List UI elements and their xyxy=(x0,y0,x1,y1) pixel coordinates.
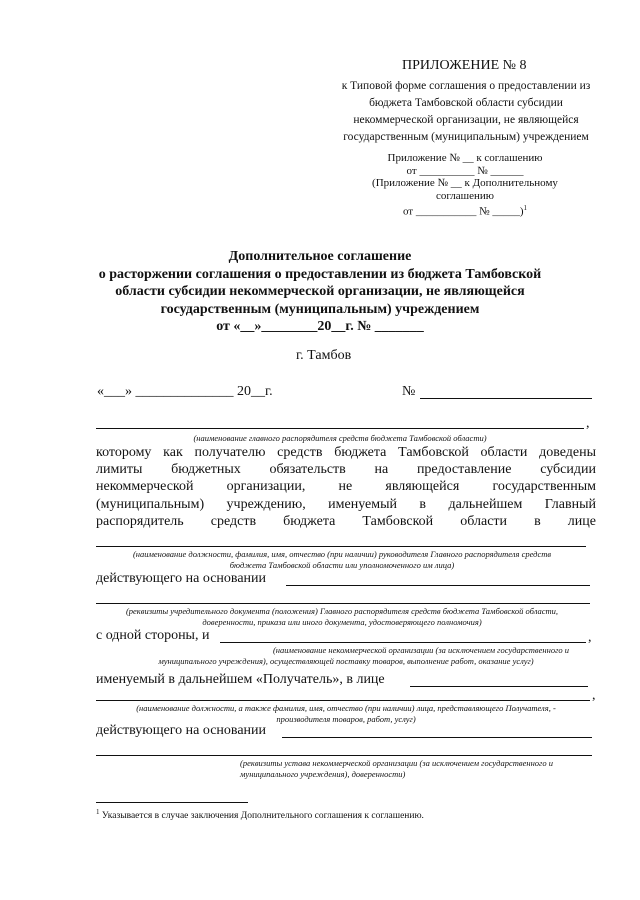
appendix-line: государственным (муниципальным) учреждением xyxy=(343,131,589,143)
ref-line: (Приложение № __ к Дополнительному xyxy=(372,177,558,189)
receiver-label: именуемый в дальнейшем «Получатель», в лице xyxy=(96,672,385,687)
footnote xyxy=(96,806,424,822)
acting-basis-field-2[interactable] xyxy=(96,603,590,604)
appendix-line: бюджета Тамбовской области субсидии xyxy=(369,97,563,109)
appendix-description xyxy=(330,78,602,146)
paragraph-line: некоммерческой организации, не являющейся государственным xyxy=(96,479,596,495)
one-side-label: с одной стороны, и xyxy=(96,628,210,643)
title-line: государственным (муниципальным) учреждением xyxy=(160,301,480,317)
paragraph-line: (муниципальным) учреждению, именуемый в дальнейшем Главный xyxy=(96,496,596,512)
receiver-representative-field-2[interactable] xyxy=(96,700,590,701)
receiver-representative-field[interactable] xyxy=(410,686,588,687)
city: г. Тамбов xyxy=(296,348,352,363)
footnote-text: Указывается в случае заключения Дополнительного соглашения к соглашению. xyxy=(101,811,424,822)
appendix-line: некоммерческой организации, не являющейся xyxy=(353,114,579,126)
appendix-line: к Типовой форме соглашения о предоставлении из xyxy=(341,80,591,92)
title-line: Дополнительное соглашение xyxy=(228,249,412,264)
footnote-reference: 1 xyxy=(523,204,528,212)
comma: , xyxy=(586,416,590,431)
appendix-title: ПРИЛОЖЕНИЕ № 8 xyxy=(402,58,527,73)
distributor-name-field[interactable] xyxy=(96,428,584,429)
charter-field-2[interactable] xyxy=(96,755,592,756)
organization-name-field[interactable] xyxy=(220,642,586,643)
acting-basis-label-2: действующего на основании xyxy=(96,723,267,738)
comma: , xyxy=(592,688,596,703)
representative-field[interactable] xyxy=(96,546,586,547)
number-field[interactable] xyxy=(420,398,592,399)
ref-line: от ___________ № _____)$^1$ xyxy=(402,204,528,218)
representative-note: (наименование должности, фамилия, имя, отчество (при наличии) руководителя Главного распорядителя средств бюджета Тамбовской области или уполномоченного им лица) xyxy=(132,549,552,570)
title-line: о расторжении соглашения о предоставлении из бюджета Тамбовской xyxy=(98,266,542,282)
organization-name-note: (наименование некоммерческой организации (за исключением государственного и муниципального учреждения), осуществляющей поставку товаров, выполнение работ, оказание услуг) xyxy=(158,645,570,666)
charter-note: (реквизиты устава некоммерческой организации (за исключением государственного и муниципального учреждения), доверенности) xyxy=(240,758,553,779)
title-line: области субсидии некоммерческой организации, не являющейся xyxy=(115,284,525,299)
reference-block xyxy=(360,152,570,218)
ref-line: от __________ № ______ xyxy=(406,164,524,177)
receiver-representative-note: (наименование должности, а также фамилия, имя, отчество (при наличии) лица, представляющего Получателя, - производителя товаров, работ, услуг) xyxy=(136,703,556,724)
footnote-separator xyxy=(96,802,248,803)
document-title xyxy=(60,248,580,336)
ref-line: Приложение № __ к соглашению xyxy=(387,152,543,164)
comma: , xyxy=(588,630,592,645)
title-line: от «__»________20__г. № _______ xyxy=(216,319,424,334)
number-label: № xyxy=(402,384,416,399)
footnote-mark: 1 xyxy=(96,808,100,816)
agreement-date: «___» ______________ 20__г. xyxy=(97,384,273,399)
acting-basis-label: действующего на основании xyxy=(96,571,267,586)
ref-line: соглашению xyxy=(435,189,495,202)
charter-field[interactable] xyxy=(282,737,592,738)
paragraph-line: которому как получателю средств бюджета Тамбовской области доведены xyxy=(96,445,596,460)
acting-basis-note: (реквизиты учредительного документа (положения) Главного распорядителя средств бюджета Тамбовской области, доверенности, приказа или иного документа, удостоверяющего полномочия) xyxy=(125,606,559,627)
paragraph-line: лимиты бюджетных обязательств на предоставление субсидии xyxy=(96,462,596,478)
acting-basis-field[interactable] xyxy=(286,585,590,586)
distributor-name-note: (наименование главного распорядителя средств бюджета Тамбовской области) xyxy=(193,433,487,443)
paragraph-intro xyxy=(96,444,596,530)
paragraph-line: распорядитель средств бюджета Тамбовской области в лице xyxy=(96,513,596,529)
